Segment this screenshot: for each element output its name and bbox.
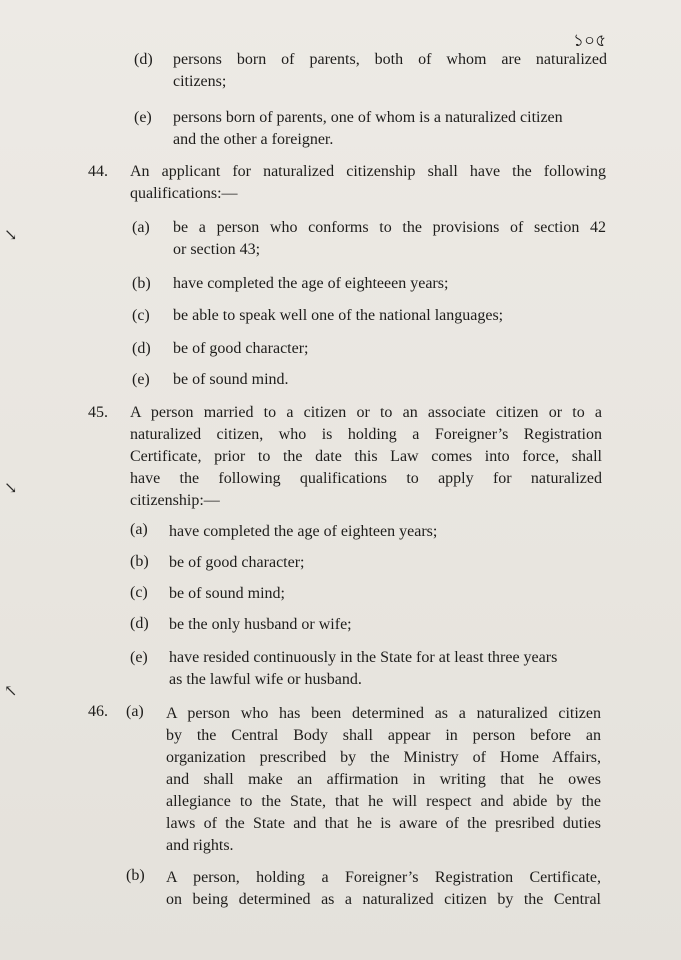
item-label: (d)	[134, 51, 153, 68]
item-text: have completed the age of eighteeen years;	[173, 275, 449, 292]
item-text: have completed the age of eighteen years;	[169, 523, 438, 540]
item-label: (d)	[130, 615, 149, 632]
item-text: laws of the State and that he is aware of the presribed duties	[166, 815, 601, 832]
item-label: (b)	[126, 867, 145, 884]
margin-mark: ↖	[4, 683, 18, 700]
item-label: (b)	[130, 553, 149, 570]
section-text: naturalized citizen, who is holding a Foreigner’s Registration	[130, 426, 602, 443]
item-text: citizens;	[173, 73, 227, 90]
item-text: as the lawful wife or husband.	[169, 671, 362, 688]
item-text: organization prescribed by the Ministry of Home Affairs,	[166, 749, 601, 766]
item-text: or section 43;	[173, 241, 261, 258]
item-label: (a)	[126, 703, 144, 720]
section-text: A person married to a citizen or to an associate citizen or to a	[130, 404, 602, 421]
section-text: An applicant for naturalized citizenship shall have the following	[130, 163, 606, 180]
item-text: A person, holding a Foreigner’s Registration Certificate,	[166, 869, 601, 886]
margin-mark: ↘	[4, 480, 18, 497]
item-label: (c)	[132, 307, 150, 324]
section-number: 44.	[88, 163, 108, 180]
item-text: be of sound mind.	[173, 371, 289, 388]
item-label: (e)	[132, 371, 150, 388]
item-label: (a)	[132, 219, 150, 236]
item-label: (d)	[132, 340, 151, 357]
margin-mark: ↘	[4, 227, 18, 244]
section-text: Certificate, prior to the date this Law comes into force, shall	[130, 448, 602, 465]
item-text: and rights.	[166, 837, 234, 854]
item-text: and the other a foreigner.	[173, 131, 334, 148]
item-text: and shall make an affirmation in writing that he owes	[166, 771, 601, 788]
item-label: (c)	[130, 584, 148, 601]
page-number: ১০৫	[573, 31, 607, 51]
section-number: 46.	[88, 703, 108, 720]
section-text: qualifications:—	[130, 185, 238, 202]
section-text: citizenship:—	[130, 492, 220, 509]
item-text: on being determined as a naturalized citizen by the Central	[166, 891, 601, 908]
item-text: be of good character;	[173, 340, 309, 357]
item-text: be of good character;	[169, 554, 305, 571]
item-text: A person who has been determined as a naturalized citizen	[166, 705, 601, 722]
item-text: persons born of parents, both of whom are naturalized	[173, 51, 607, 68]
item-label: (b)	[132, 275, 151, 292]
item-text: allegiance to the State, that he will respect and abide by the	[166, 793, 601, 810]
item-text: be a person who conforms to the provisions of section 42	[173, 219, 606, 236]
item-text: be of sound mind;	[169, 585, 285, 602]
section-text: have the following qualifications to apply for naturalized	[130, 470, 602, 487]
item-label: (e)	[134, 109, 152, 126]
item-text: be the only husband or wife;	[169, 616, 352, 633]
item-text: by the Central Body shall appear in person before an	[166, 727, 601, 744]
item-text: be able to speak well one of the national languages;	[173, 307, 504, 324]
section-number: 45.	[88, 404, 108, 421]
item-text: have resided continuously in the State for at least three years	[169, 649, 558, 666]
item-text: persons born of parents, one of whom is a naturalized citizen	[173, 109, 563, 126]
item-label: (e)	[130, 649, 148, 666]
item-label: (a)	[130, 521, 148, 538]
